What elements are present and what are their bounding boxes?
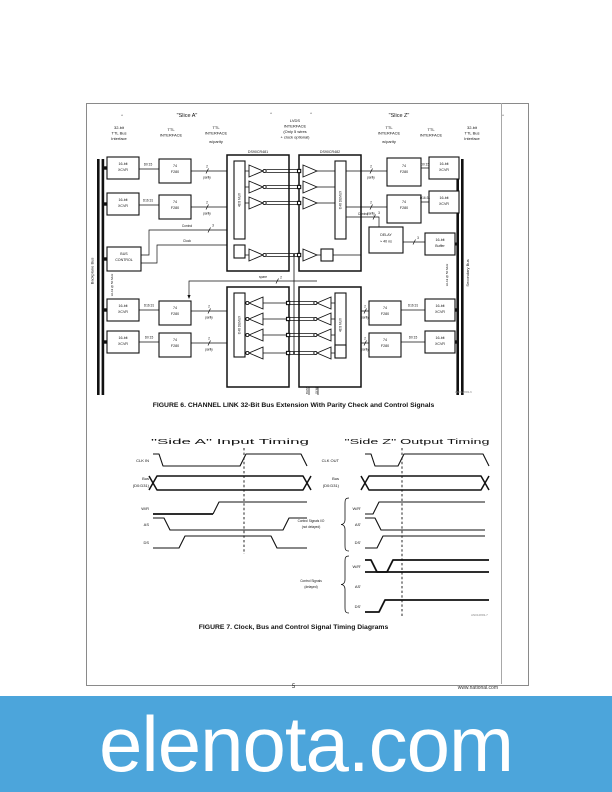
as-waveform: [153, 518, 307, 530]
block-label: F280: [170, 312, 180, 316]
footnote-star: *: [310, 111, 312, 116]
wire-label: D16:31: [419, 196, 431, 200]
left-interface-blocks: [107, 157, 141, 353]
demux-label: 8:48 DEMUX: [237, 315, 242, 335]
signal-label: AS: [143, 522, 149, 527]
wire-label: D16:31: [407, 303, 419, 308]
block-label: 16-bit: [435, 336, 445, 340]
header-label: 32-bit: [466, 125, 478, 130]
block-label: CONTROL: [115, 258, 133, 262]
wire-label: 2: [208, 336, 210, 341]
national-url: www.national.com: [457, 685, 498, 691]
wire-label: parity: [205, 347, 213, 352]
block-label: XCVR: [435, 310, 445, 314]
wire-label: Control: [181, 224, 193, 228]
block-label: 74: [173, 200, 177, 204]
side-a-timing-title: "Side A" Input Timing: [151, 439, 310, 446]
as-nd-waveform: [365, 518, 485, 530]
right-parity-blocks: [369, 158, 421, 357]
wire-label: SYNC: [314, 386, 319, 394]
spare-arrowhead: [187, 295, 190, 299]
clk-in-waveform: [153, 454, 307, 466]
figure6-titles: [121, 111, 504, 119]
block-label: F280: [170, 170, 180, 174]
delay-block-label: ≈ 40 ns: [380, 239, 392, 244]
wire-label: 2: [370, 164, 372, 169]
wire-label: D16:31: [143, 303, 155, 308]
wr-waveform: [213, 502, 307, 514]
block-label: 16-bit: [439, 196, 449, 200]
wire-label: 3: [212, 223, 214, 228]
block-label: 16-bit: [439, 162, 449, 166]
block-label: XCVR: [118, 342, 128, 346]
header-label: w/parity: [382, 139, 396, 144]
wire-label: D0:15: [408, 335, 418, 340]
block-label: XCVR: [439, 202, 449, 206]
wire-label: 2: [280, 275, 282, 280]
mux-label: 48:8 MUX: [237, 192, 242, 208]
signal-label: W/R': [352, 506, 361, 511]
secondary-bus-label: Secondary Bus: [465, 259, 470, 287]
side-a-input-timing: [133, 448, 311, 554]
side-z-timing-title: "Side Z" Output Timing: [344, 439, 490, 446]
block-label: F280: [399, 170, 409, 174]
transmitter-block-top: [227, 150, 289, 271]
signal-label: (D0:D31): [132, 483, 149, 488]
block-label: 74: [402, 200, 406, 204]
wire-label: spare: [259, 275, 267, 279]
block-label: 74: [383, 306, 387, 310]
block-label: XCVR: [118, 204, 128, 208]
group2-label: (delayed): [304, 585, 318, 589]
bus-waveform: [149, 476, 311, 490]
receiver-block-bottom: [227, 287, 290, 387]
header-label: Interface: [111, 136, 127, 141]
wire-label: D16:31: [142, 198, 154, 203]
wire-label: D0:15: [420, 162, 430, 167]
left-parity-blocks: [159, 159, 191, 357]
as-d-waveform: [365, 560, 489, 572]
block-label: 16-bit: [118, 198, 128, 202]
page-number: 5: [291, 684, 296, 690]
header-label: TTL: [427, 127, 435, 132]
figure6-code: AN012893-6: [455, 390, 472, 394]
wire-label: BUSY: [305, 386, 309, 394]
slice-a-title: "Slice A": [176, 113, 198, 119]
block-label: 74: [173, 338, 177, 342]
header-label: TTL Bus: [111, 130, 127, 136]
watermark-text: elenota.com: [99, 700, 513, 788]
signal-label: AS': [354, 584, 361, 589]
wire-label: 2: [206, 164, 208, 169]
wire-label: 2: [206, 200, 208, 205]
ds-d-waveform: [365, 600, 489, 612]
signal-label: CLK OUT: [321, 458, 339, 463]
wire-label: 2: [370, 200, 372, 205]
wire-label: parity: [367, 211, 375, 216]
signal-label: Bus: [332, 476, 339, 481]
ds-nd-waveform: [365, 536, 485, 548]
signal-label: Bus: [142, 476, 149, 481]
group1-label: (not delayed): [301, 525, 321, 529]
figure7-caption: FIGURE 7. Clock, Bus and Control Signal Timing Diagrams: [198, 624, 389, 631]
header-label: TTL: [212, 125, 220, 130]
figure6-column-headers: [111, 118, 480, 144]
group2-label: Control Signals: [300, 579, 322, 583]
bus-waveform: [361, 476, 489, 490]
header-label: Interface: [464, 136, 480, 141]
wire-label: Clock: [183, 239, 191, 243]
signal-label: CLK IN: [136, 458, 149, 463]
wire-label: parity: [205, 315, 213, 320]
block-label: 16-bit: [118, 162, 128, 166]
backplane-bus-label: Backplane Bus: [89, 257, 95, 285]
ds-waveform: [153, 536, 307, 548]
footnote-star: *: [121, 113, 123, 118]
block-label: 16-bit: [435, 304, 445, 308]
group1-label: Control Signals I/O: [297, 519, 325, 523]
signal-label: W/R: [141, 506, 149, 511]
block-label: XCVR: [439, 168, 449, 172]
wire-label: parity: [203, 175, 211, 180]
transmitter-block-bottom: [299, 287, 361, 387]
header-label: LVDS: [289, 118, 301, 123]
wire-label: D0:15: [144, 335, 154, 340]
block-label: 16-bit: [435, 238, 445, 242]
header-label: INTERFACE: [159, 132, 183, 138]
footnote-star: *: [502, 113, 504, 118]
block-label: F280: [170, 206, 180, 210]
wire-label: 3: [417, 236, 419, 240]
header-label: TTL: [385, 125, 393, 130]
wire-label: 3: [378, 211, 380, 215]
header-label: + clock optional): [280, 134, 310, 140]
block-label: 74: [383, 338, 387, 342]
figure6-diagram: [87, 103, 528, 403]
header-label: 32-bit: [113, 125, 125, 130]
backplane-bus-note: 32-bit @ 50 MHz: [110, 273, 114, 297]
side-z-output-timing: [298, 448, 489, 616]
footnote-star: *: [270, 111, 272, 116]
mux-label: 48:8 MUX: [338, 317, 343, 333]
header-label: TTL: [167, 127, 175, 132]
block-label: F280: [380, 344, 390, 348]
group2-brace: [341, 556, 349, 613]
block-label: 16-bit: [118, 336, 128, 340]
wr-nd-waveform: [365, 502, 485, 514]
wire-label: parity: [361, 315, 369, 320]
wire-label: parity: [203, 211, 211, 216]
signal-label: AS': [354, 522, 361, 527]
figure7-diagram: [87, 432, 528, 632]
receiver-block-top: [298, 150, 362, 271]
header-label: w/parity: [209, 139, 223, 144]
wire-label: 2: [364, 304, 366, 309]
wire-label: 2: [208, 304, 210, 309]
block-label: 74: [402, 164, 406, 168]
block-label: Buffer: [435, 244, 445, 248]
block-label: 16-bit: [118, 304, 128, 308]
wire-label: parity: [361, 347, 369, 352]
header-label: (Only 5 wires: [283, 129, 307, 134]
wire-label: D0:15: [143, 162, 153, 167]
slice-z-title: "Slice Z": [388, 113, 410, 119]
backplane-bus-bars: [97, 159, 108, 395]
block-label: 74: [173, 164, 177, 168]
wire-label: parity: [367, 175, 375, 180]
watermark-banner: [0, 696, 612, 792]
wire-label: 2: [364, 336, 366, 341]
block-label: 74: [173, 306, 177, 310]
header-label: INTERFACE: [283, 123, 307, 129]
wr-d-waveform: [365, 560, 489, 572]
block-label: F280: [170, 344, 180, 348]
block-label: XCVR: [118, 310, 128, 314]
demux-label: 8:48 DEMUX: [338, 190, 343, 210]
figure6-caption: FIGURE 6. CHANNEL LINK 32-Bit Bus Extension With Parity Check and Control Signals: [152, 402, 435, 409]
block-label: F280: [380, 312, 390, 316]
header-label: INTERFACE: [204, 130, 228, 136]
delay-block-label: DELAY: [380, 233, 392, 237]
block-label: BUS: [120, 252, 128, 256]
block-label: XCVR: [435, 342, 445, 346]
block-label: XCVR: [118, 168, 128, 172]
signal-label: DS': [354, 540, 361, 545]
block-label: F280: [399, 206, 409, 210]
wire-label: Control: [357, 212, 369, 216]
secondary-bus-note: 32-bit @ 50 MHz: [445, 263, 449, 287]
signal-label: (D0:D31): [322, 483, 339, 488]
clk-out-waveform: [365, 454, 489, 466]
header-label: INTERFACE: [419, 132, 443, 138]
transmitter-label: DS90CR481: [247, 150, 269, 154]
signal-label: DS': [354, 604, 361, 609]
receiver-label: DS90CR482: [319, 150, 341, 154]
figure7-code: AN012893-7: [471, 613, 488, 617]
group1-brace: [341, 498, 349, 551]
header-label: INTERFACE: [377, 130, 401, 136]
signal-label: DS: [143, 540, 149, 545]
signal-label: W/R': [352, 564, 361, 569]
header-label: TTL Bus: [464, 130, 480, 136]
